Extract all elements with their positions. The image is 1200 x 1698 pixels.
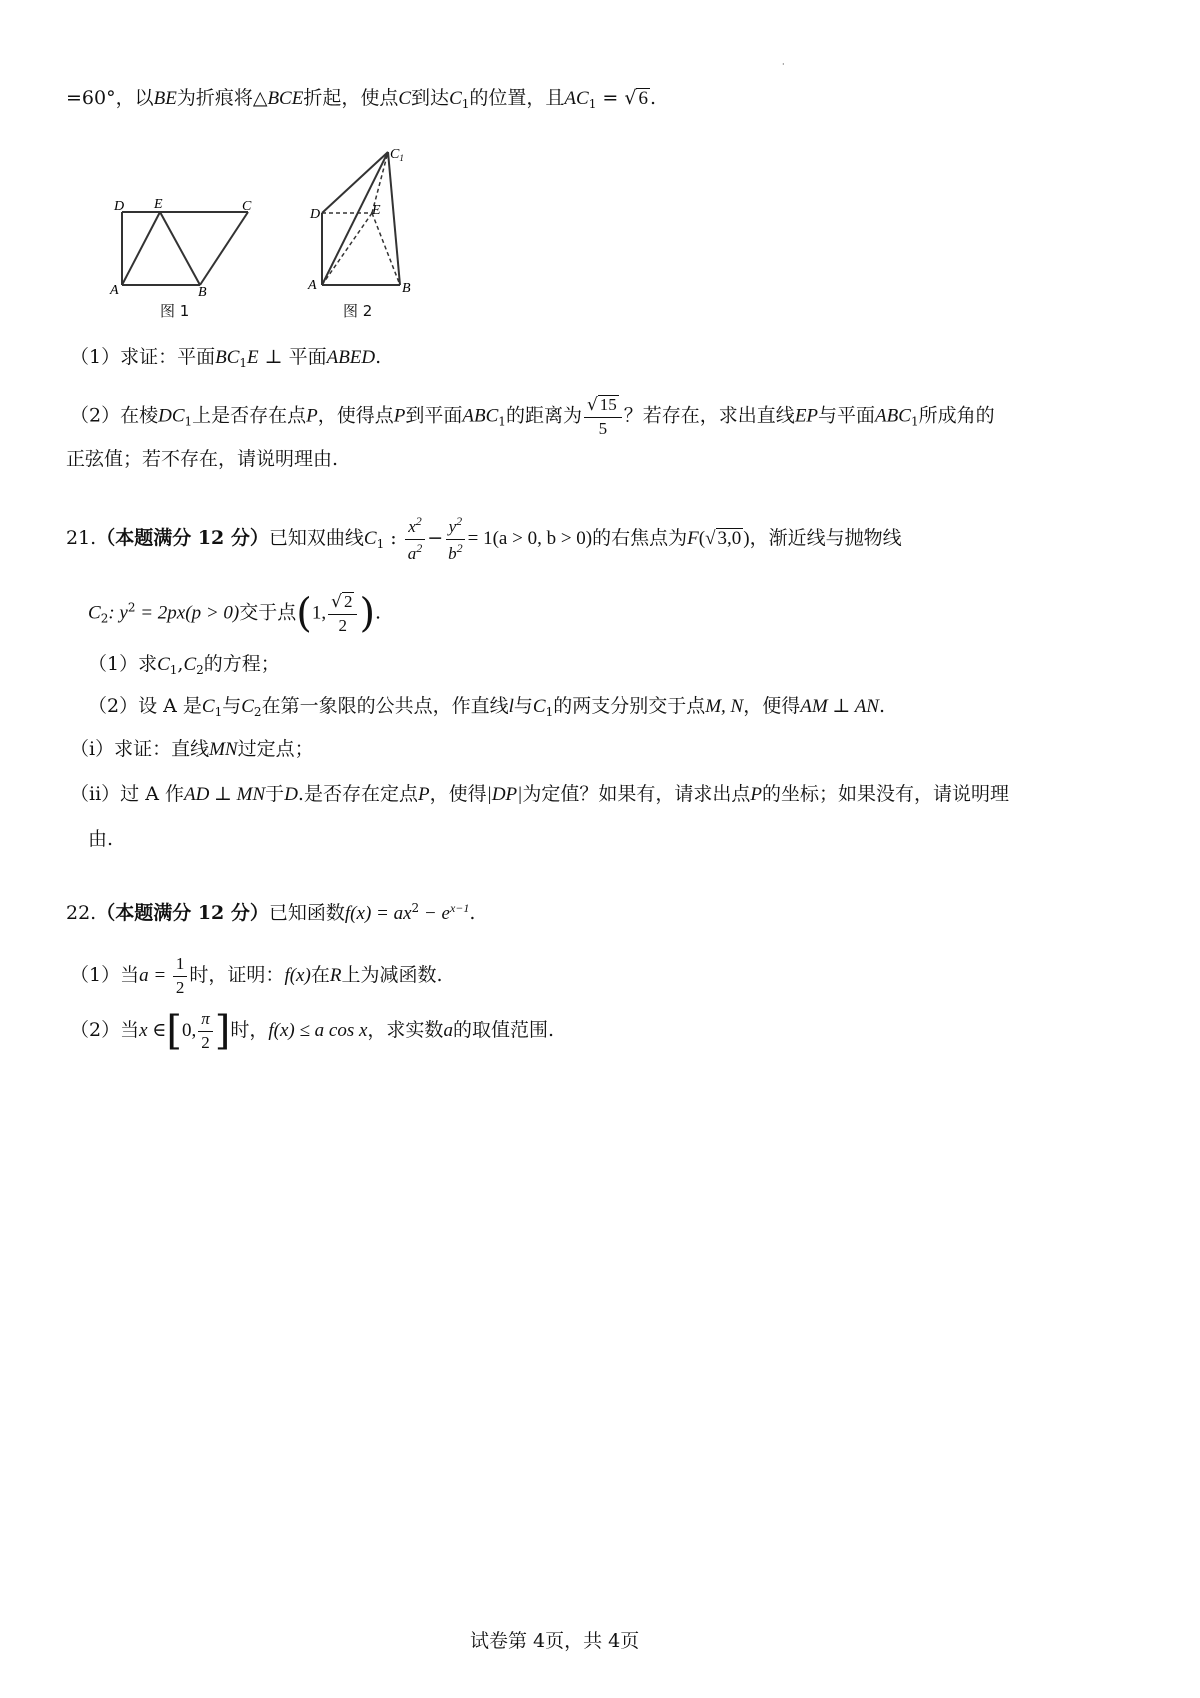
q20-part2-cont: 正弦值；若不存在，请说明理由. (66, 448, 339, 470)
q21-part1: （1）求$C_1,C_2$的方程； (88, 653, 280, 677)
edge-EA (122, 212, 160, 285)
figure-2-caption: 图 2 (343, 302, 373, 320)
label-B: B (198, 285, 207, 300)
edge-AC1 (322, 152, 388, 285)
q21-part2: （2）设 A 是$C_1$与$C_2$在第一象限的公共点，作直线l与$C_1$的两支分别交于点M, N，便得AM ⊥ AN. (88, 695, 886, 719)
q21-stem: 21.（本题满分 12 分）已知双曲线$C_1$ : $\frac{x^2}{a^2}$ − $\frac{y^2}{b^2}$ = 1(a > 0, b > 0)的右焦点为F(√ 3,0 )，渐近线与抛物线 (66, 514, 902, 563)
speck: · (782, 60, 785, 69)
q21-sub-i: （i）求证：直线MN过定点； (70, 738, 314, 760)
q20-part1: （1）求证：平面$BC_1E$ ⊥ 平面ABED. (70, 346, 382, 370)
lead-line: =60°，以BE为折痕将△BCE折起，使点C到达$C_1$的位置，且$AC_1$ = √ 6 . (66, 87, 656, 111)
figure-1 (100, 190, 280, 320)
edge-EA (322, 213, 372, 285)
q22-part1: （1）当a = $\frac{1}{2}$ 时，证明：f(x)在R上为减函数. (70, 954, 443, 997)
label-B: B (402, 281, 411, 296)
figure-1-caption: 图 1 (160, 302, 190, 320)
label-A: A (110, 283, 119, 298)
label-E: E (372, 203, 381, 218)
label-E: E (154, 197, 163, 212)
edge-EB (160, 212, 200, 285)
q22-stem: 22.（本题满分 12 分）已知函数$f(x) = ax^2 - e^{x-1}$. (66, 901, 476, 924)
edge-BC1 (388, 152, 400, 285)
label-A: A (308, 278, 317, 293)
figure-2 (300, 140, 460, 310)
q20-part2: （2）在棱$DC_1$上是否存在点P，使得点P到平面$ABC_1$的距离为 $\frac{√ 15}{5}$ ？若存在，求出直线EP与平面$ABC_1$所成角的 (70, 395, 995, 438)
label-C: C (242, 199, 252, 214)
q21-sub-ii: （ii）过 A 作AD ⊥ MN于D.是否存在定点P，使得|DP|为定值？如果有，请求出点P的坐标；如果没有，请说明理 (70, 783, 1010, 805)
page-footer: 试卷第 4页，共 4页 (470, 1630, 640, 1652)
q21-parabola: $C_2$: $y^2 = 2px(p > 0)$交于点(1, $\frac{√ 2}{2}$ ). (88, 590, 382, 637)
label-D: D (114, 199, 125, 214)
q21-sub-ii-cont: 由. (88, 828, 114, 850)
q22-part2: （2）当x ∈[0, $\frac{\pi}{2}$ ]时，f(x) ≤ a cos x，求实数a的取值范围. (70, 1008, 554, 1055)
label-C1: $C_1$ (390, 147, 404, 163)
label-D: D (310, 207, 321, 222)
edge-CB (200, 212, 248, 285)
